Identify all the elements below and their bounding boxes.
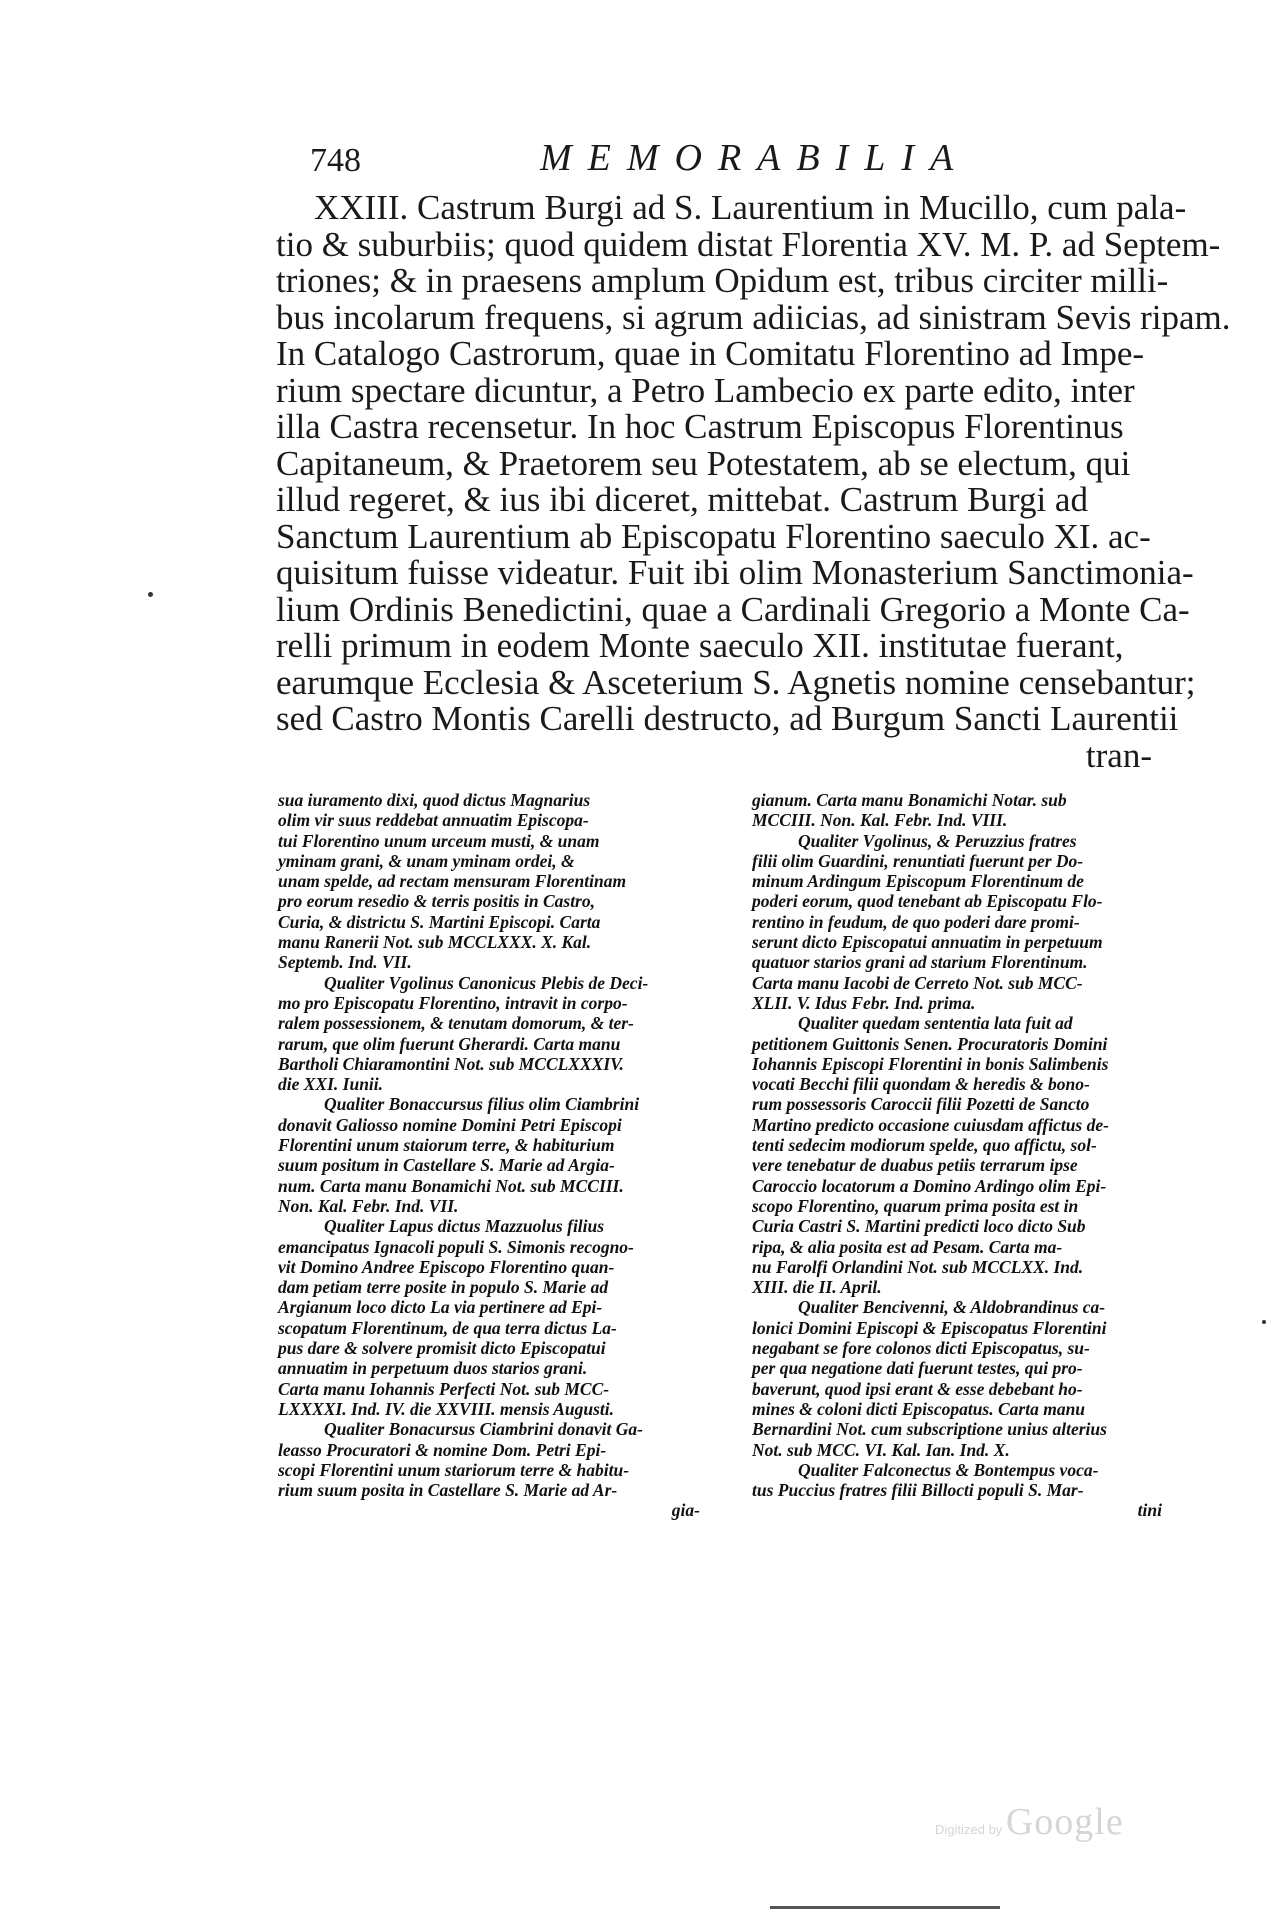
note-line: Qualiter Bonaccursus filius olim Ciambrini: [324, 1094, 640, 1115]
main-text-line: Sanctum Laurentium ab Episcopatu Florentino saeculo XI. ac-: [276, 516, 1151, 556]
note-line: XIII. die II. April.: [752, 1277, 882, 1298]
catchword: tran-: [1085, 735, 1152, 775]
main-text-line: triones; & in praesens amplum Opidum est, tribus circiter milli-: [276, 261, 1169, 300]
note-line: Curia, & districtu S. Martini Episcopi. Carta: [278, 911, 601, 932]
note-line: per qua negatione dati fuerunt testes, qui pro-: [752, 1358, 1083, 1379]
note-line: Curia Castri S. Martini predicti loco dicto Sub: [752, 1216, 1086, 1237]
note-line: Qualiter Vgolinus Canonicus Plebis de Deci-: [324, 972, 649, 993]
note-line: manu Ranerii Not. sub MCCLXXX. X. Kal.: [278, 932, 592, 953]
note-line: Carta manu Iohannis Perfecti Not. sub MCC-: [278, 1378, 610, 1399]
note-line: XLII. V. Idus Febr. Ind. prima.: [752, 992, 976, 1013]
note-line: baverunt, quod ipsi erant & esse debebant ho-: [752, 1378, 1083, 1399]
note-line: poderi eorum, quod tenebant ab Episcopatu Flo-: [752, 891, 1103, 912]
notes-right-column: [752, 790, 1172, 1521]
main-text-block: [276, 188, 1231, 775]
note-line: pus dare & solvere promisit dicto Episcopatui: [278, 1338, 606, 1359]
note-line: pro eorum resedio & terris positis in Castro,: [278, 891, 595, 912]
note-line: Qualiter Falconectus & Bontempus voca-: [798, 1459, 1099, 1480]
note-line: die XXI. Iunii.: [278, 1074, 384, 1095]
note-line: Iohannis Episcopi Florentini in bonis Salimbenis: [752, 1053, 1109, 1074]
margin-dot: [148, 592, 153, 597]
running-head: MEMORABILIA: [540, 137, 970, 179]
main-text-line: XXIII. Castrum Burgi ad S. Laurentium in Mucillo, cum pala-: [314, 188, 1187, 227]
note-line: mo pro Episcopatu Florentino, intravit in corpo-: [278, 992, 628, 1013]
note-catchword: gia-: [671, 1500, 700, 1521]
note-line: scopatum Florentinum, de qua terra dictus La-: [278, 1317, 617, 1338]
note-line: yminam grani, & unam yminam ordei, &: [278, 850, 575, 871]
note-line: vit Domino Andree Episcopo Florentino quan-: [278, 1256, 615, 1277]
main-text-line: bus incolarum frequens, si agrum adiicias, ad sinistram Sevis ripam.: [276, 297, 1231, 337]
page-number: 748: [310, 142, 361, 179]
note-line: donavit Galiosso nomine Domini Petri Episcopi: [278, 1114, 622, 1135]
main-text-line: Capitaneum, & Praetorem seu Potestatem, ab se electum, qui: [276, 443, 1131, 483]
note-line: LXXXXI. Ind. IV. die XXVIII. mensis Augusti.: [278, 1398, 615, 1419]
note-line: rum possessoris Caroccii filii Pozetti de Sancto: [752, 1094, 1090, 1115]
note-line: filii olim Guardini, renuntiati fuerunt per Do-: [752, 850, 1084, 871]
note-line: tus Puccius fratres filii Billocti populi S. Mar-: [752, 1480, 1084, 1501]
main-text-line: lium Ordinis Benedictini, quae a Cardinali Gregorio a Monte Ca-: [276, 589, 1190, 629]
note-line: nu Farolfi Orlandini Not. sub MCCLXX. Ind.: [752, 1256, 1084, 1277]
main-text-line: illa Castra recensetur. In hoc Castrum Episcopus Florentinus: [276, 407, 1124, 446]
note-line: Qualiter quedam sententia lata fuit ad: [798, 1013, 1073, 1034]
note-line: rarum, que olim fuerunt Gherardi. Carta manu: [278, 1033, 621, 1054]
note-line: sua iuramento dixi, quod dictus Magnarius: [278, 790, 591, 810]
main-text-line: tio & suburbiis; quod quidem distat Florentia XV. M. P. ad Septem-: [276, 224, 1221, 264]
note-line: Qualiter Vgolinus, & Peruzzius fratres: [798, 830, 1077, 851]
note-line: lonici Domini Episcopi & Episcopatus Florentini: [752, 1317, 1107, 1338]
note-line: Bernardini Not. cum subscriptione unius alterius: [752, 1419, 1107, 1440]
note-line: negabant se fore colonos dicti Episcopatus, su-: [752, 1338, 1090, 1359]
main-text-line: sed Castro Montis Carelli destructo, ad Burgum Sancti Laurentii: [276, 699, 1179, 738]
main-text-line: In Catalogo Castrorum, quae in Comitatu Florentino ad Impe-: [276, 334, 1145, 373]
note-line: Florentini unum staiorum terre, & habiturium: [278, 1135, 615, 1156]
note-line: unam spelde, ad rectam mensuram Florentinam: [278, 871, 627, 892]
watermark-brand: Google: [1005, 1801, 1124, 1843]
note-line: tui Florentino unum urceum musti, & unam: [278, 830, 600, 851]
note-line: ripa, & alia posita est ad Pesam. Carta ma-: [752, 1236, 1063, 1257]
note-line: Carta manu Iacobi de Cerreto Not. sub MCC-: [752, 972, 1083, 993]
note-line: MCCIII. Non. Kal. Febr. Ind. VIII.: [752, 810, 1008, 831]
note-line: scopi Florentini unum stariorum terre & habitu-: [278, 1459, 630, 1480]
google-watermark: [935, 1800, 1124, 1844]
watermark-prefix: Digitized by: [935, 1822, 1003, 1837]
note-line: Bartholi Chiaramontini Not. sub MCCLXXXIV.: [278, 1053, 624, 1074]
note-line: rentino in feudum, de quo poderi dare promi-: [752, 911, 1080, 932]
note-line: emancipatus Ignacoli populi S. Simonis recogno-: [278, 1236, 634, 1257]
note-line: num. Carta manu Bonamichi Not. sub MCCIII.: [278, 1175, 624, 1196]
note-line: serunt dicto Episcopatui annuatim in perpetuum: [752, 932, 1103, 953]
main-text-line: rium spectare dicuntur, a Petro Lambecio ex parte edito, inter: [276, 370, 1135, 410]
note-line: olim vir suus reddebat annuatim Episcopa-: [278, 810, 589, 831]
main-text-line: quisitum fuisse videatur. Fuit ibi olim Monasterium Sanctimonia-: [276, 553, 1194, 592]
note-line: leasso Procuratori & nomine Dom. Petri Epi-: [278, 1439, 607, 1460]
note-line: tenti sedecim modiorum spelde, quo affictu, sol-: [752, 1135, 1097, 1156]
note-line: annuatim in perpetuum duos starios grani.: [278, 1358, 588, 1379]
note-line: Caroccio locatorum a Domino Ardingo olim Epi-: [752, 1175, 1107, 1196]
note-line: Qualiter Bencivenni, & Aldobrandinus ca-: [798, 1297, 1106, 1318]
note-line: ralem possessionem, & tenutam domorum, & ter-: [278, 1013, 634, 1034]
main-text-line: relli primum in eodem Monte saeculo XII. institutae fuerant,: [276, 626, 1124, 665]
note-line: minum Ardingum Episcopum Florentinum de: [752, 871, 1084, 892]
note-line: Non. Kal. Febr. Ind. VII.: [278, 1195, 459, 1216]
note-line: Qualiter Bonacursus Ciambrini donavit Ga-: [324, 1419, 643, 1440]
notes-left-column: [278, 790, 710, 1521]
note-line: petitionem Guittonis Senen. Procuratoris Domini: [752, 1033, 1108, 1054]
main-text-line: earumque Ecclesia & Asceterium S. Agnetis nomine censebantur;: [276, 662, 1196, 702]
note-line: Martino predicto occasione cuiusdam affictus de-: [752, 1114, 1109, 1135]
note-line: suum positum in Castellare S. Marie ad Argia-: [278, 1155, 615, 1176]
note-line: Argianum loco dicto La via pertinere ad Epi-: [278, 1297, 603, 1318]
note-line: Qualiter Lapus dictus Mazzuolus filius: [324, 1216, 605, 1237]
note-line: scopo Florentino, quarum prima posita est in: [752, 1195, 1079, 1216]
note-line: vocati Becchi filii quondam & heredis & bono-: [752, 1074, 1090, 1095]
main-text-line: illud regeret, & ius ibi diceret, mittebat. Castrum Burgi ad: [276, 480, 1088, 519]
note-line: mines & coloni dicti Episcopatus. Carta manu: [752, 1398, 1086, 1419]
note-line: vere tenebatur de duabus petiis terrarum ipse: [752, 1155, 1078, 1176]
bottom-rule: [770, 1906, 1000, 1909]
note-line: quatuor starios grani ad starium Florentinum.: [752, 952, 1088, 973]
note-catchword: tini: [1137, 1500, 1162, 1521]
note-line: dam petiam terre posite in populo S. Marie ad: [278, 1277, 609, 1298]
margin-dot: [1262, 1320, 1266, 1324]
note-line: gianum. Carta manu Bonamichi Notar. sub: [752, 790, 1067, 810]
note-line: Septemb. Ind. VII.: [278, 952, 412, 973]
note-line: Not. sub MCC. VI. Kal. Ian. Ind. X.: [752, 1439, 1010, 1460]
note-line: rium suum posita in Castellare S. Marie ad Ar-: [278, 1480, 618, 1501]
